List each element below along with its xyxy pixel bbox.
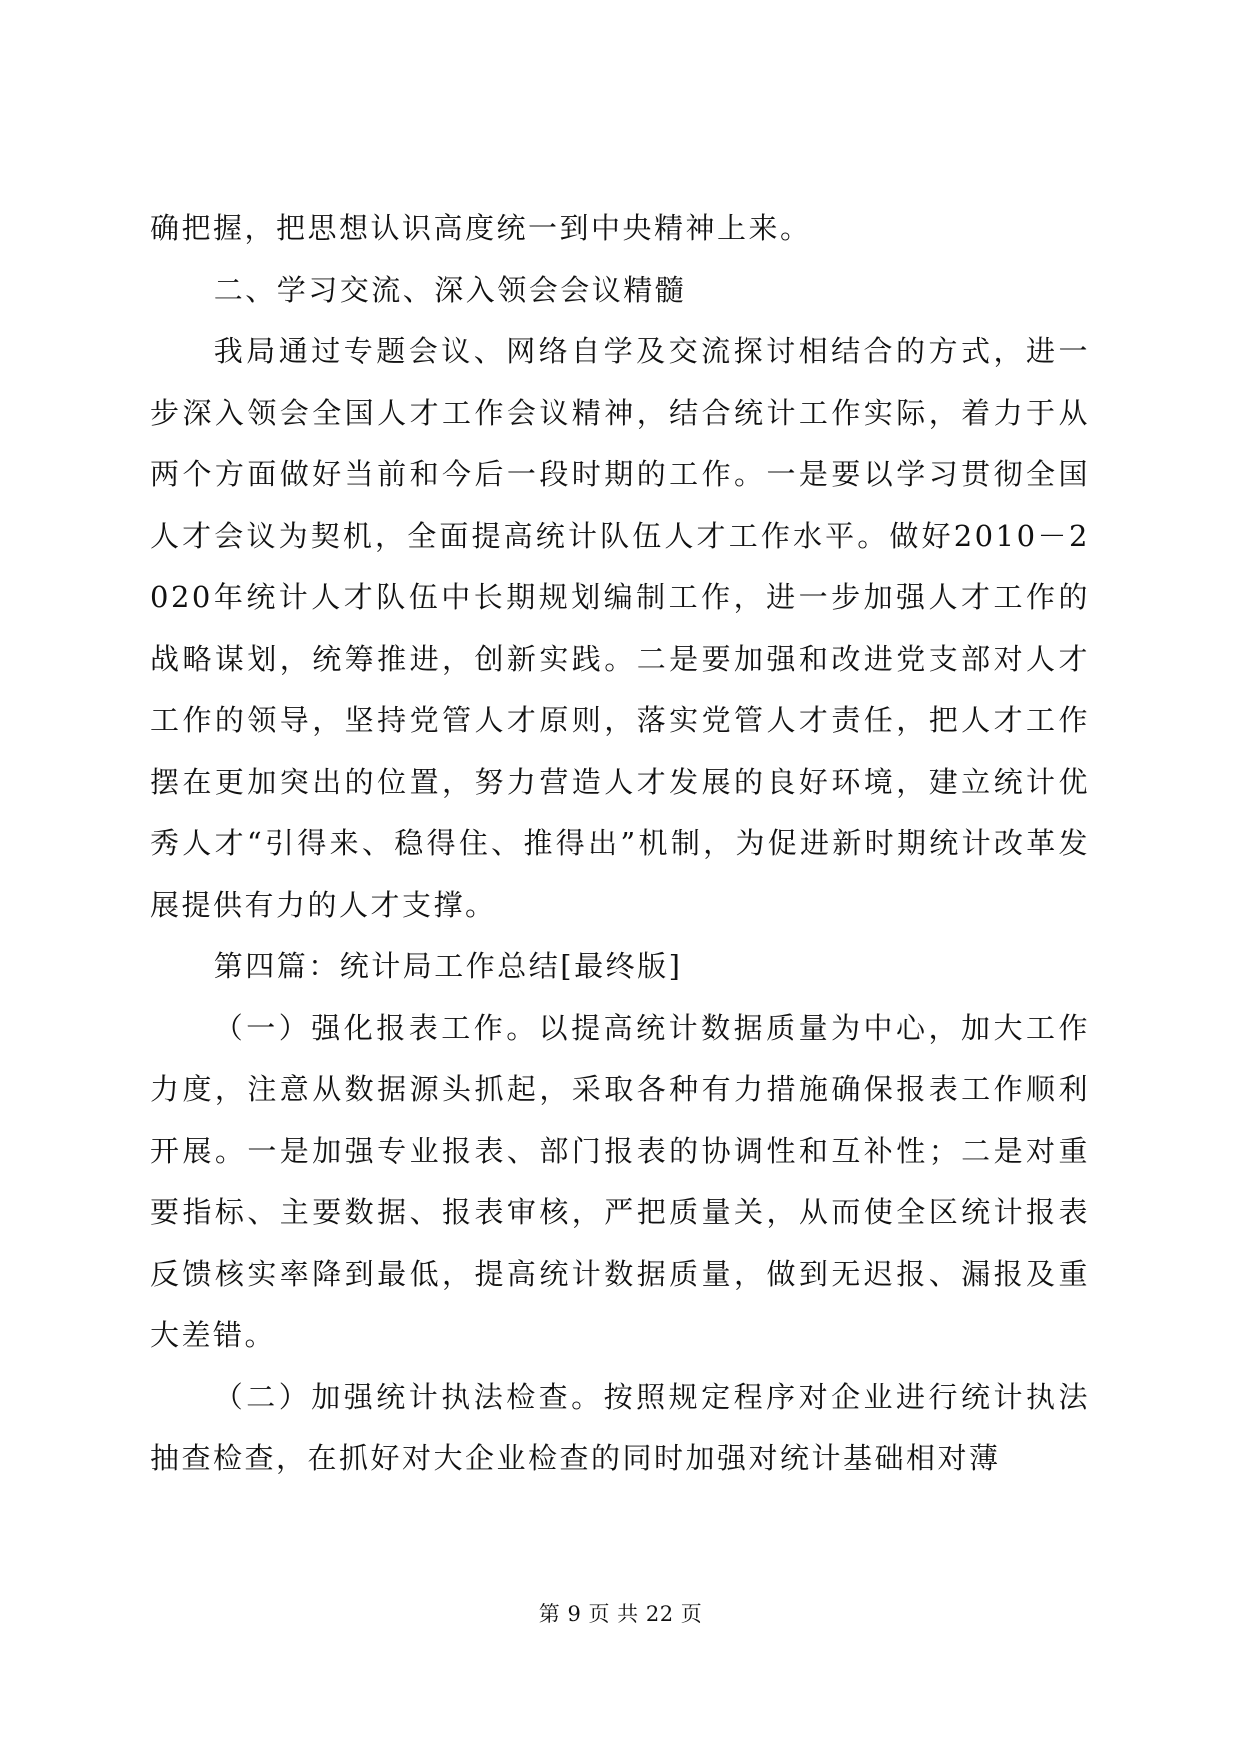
chapter-title-4: 第四篇：统计局工作总结[最终版] bbox=[213, 949, 683, 983]
paragraph-continuation: 确把握，把思想认识高度统一到中央精神上来。 bbox=[150, 211, 812, 245]
paragraph-report-work: （一）强化报表工作。以提高统计数据质量为中心，加大工作力度，注意从数据源头抓起，采取各种有力措施确保报表工作顺利开展。一是加强专业报表、部门报表的协调性和互补性；二是对重要指标、主要数据、报表审核，严把质量关，从而使全区统计报表反馈核实率降到最低，提高统计数据质量，做到无迟报、漏报及重大差错。 bbox=[150, 1010, 1090, 1352]
page-footer: 第 9 页 共 22 页 bbox=[538, 1602, 703, 1626]
document-body bbox=[150, 198, 1090, 1490]
paragraph-law-enforcement: （二）加强统计执法检查。按照规定程序对企业进行统计执法抽查检查，在抓好对大企业检查的同时加强对统计基础相对薄 bbox=[150, 1379, 1090, 1475]
section-heading-2: 二、学习交流、深入领会会议精髓 bbox=[213, 272, 687, 307]
paragraph-talent-work: 我局通过专题会议、网络自学及交流探讨相结合的方式，进一步深入领会全国人才工作会议精神，结合统计工作实际，着力于从两个方面做好当前和今后一段时期的工作。一是要以学习贯彻全国人才会议为契机，全面提高统计队伍人才工作水平。做好2010－2020年统计人才队伍中长期规划编制工作，进一步加强人才工作的战略谋划，统筹推进，创新实践。二是要加强和改进党支部对人才工作的领导，坚持党管人才原则，落实党管人才责任，把人才工作摆在更加突出的位置，努力营造人才发展的良好环境，建立统计优秀人才“引得来、稳得住、推得出”机制，为促进新时期统计改革发展提供有力的人才支撑。 bbox=[150, 334, 1090, 922]
